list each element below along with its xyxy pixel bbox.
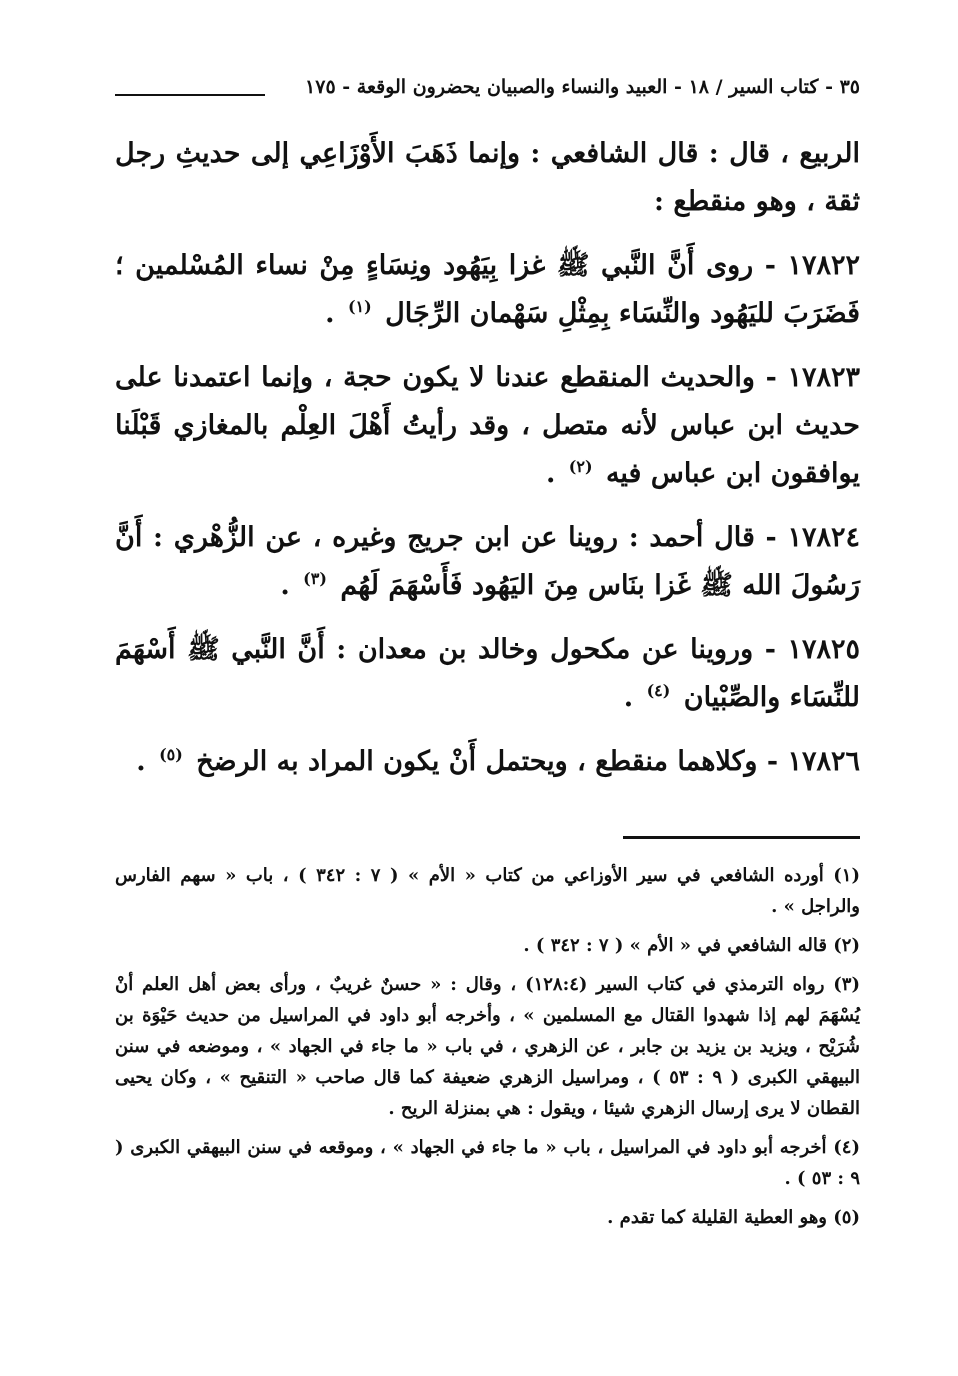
paragraph-text: ١٧٨٢٤ - قال أحمد : روينا عن ابن جريج وغيره ، عن الزُّهْري : أَنَّ رَسُولَ الله ﷺ غَزا بنَاس مِنَ اليَهُود فَأَسْهَمَ لَهُم (115, 522, 860, 601)
paragraph-end: . (280, 570, 290, 601)
footnote: (٢) قاله الشافعي في « الأم » ( ٧ : ٣٤٢ ) . (523, 935, 860, 956)
running-header (115, 70, 860, 110)
footnote-ref: (٥) (159, 745, 183, 764)
footnote-ref: (٣) (303, 569, 327, 588)
paragraph-end: . (325, 298, 335, 329)
paragraph-text: ١٧٨٢٣ - والحديث المنقطع عندنا لا يكون حجة ، وإنما اعتمدنا على حديث ابن عباس لأنه متصل ، وقد رأيتُ أَهْلَ العِلْم بالمغازي قَبْلَنا يوافقون ابن عباس فيه (115, 362, 860, 489)
footnotes (115, 860, 860, 1241)
footnote-separator (623, 836, 860, 839)
footnote: (١) أورده الشافعي في سير الأوزاعي من كتاب « الأم » ( ٧ : ٣٤٢ ) ، باب « سهم الفارس والراجل » . (115, 865, 860, 917)
paragraph-text: ١٧٨٢٥ - وروينا عن مكحول وخالد بن معدان : أَنَّ النَّبي ﷺ أَسْهَمَ للنِّسَاء والصِّبْيان (115, 634, 860, 713)
footnote-ref: (٤) (646, 681, 671, 700)
footnote: (٣) رواه الترمذي في كتاب السير (١٢٨:٤) ، وقال : « حسنٌ غريبٌ ، ورأى بعض أهل العلم أنْ يُسْهَمَ لهم إذا شهدوا القتال مع المسلمين » ، وأخرجه أبو داود في المراسيل من حديث حَيْوَة بن شُرَيْح ، ويزيد بن يزيد بن جابر ، عن الزهري ، في باب « ما جاء في الجهاد » ، وموضعه في سنن البيهقي الكبرى ( ٩ : ٥٣ ) ، ومراسيل الزهري ضعيفة كما قال صاحب « التنقيح » ، وكان يحيى القطان لا يرى إرسال الزهري شيئا ، ويقول : هي بمنزلة الريح . (115, 974, 860, 1119)
paragraph-end: . (545, 458, 556, 489)
footnote: (٤) أخرجه أبو داود في المراسيل ، باب « ما جاء في الجهاد » ، وموقعه في سنن البيهقي الكبرى ( ٩ : ٥٣ ) . (115, 1137, 860, 1189)
footnote-ref: (١) (347, 297, 372, 316)
footnote-ref: (٢) (568, 457, 593, 476)
paragraph-end: . (623, 682, 634, 713)
footnote: (٥) وهو العطية القليلة كما تقدم . (607, 1207, 860, 1228)
main-text (115, 130, 860, 802)
hadith-paragraph (115, 242, 860, 338)
hadith-paragraph (115, 626, 860, 722)
hadith-paragraph (115, 354, 860, 498)
paragraph-text: ١٧٨٢٦ - وكلاهما منقطع ، ويحتمل أَنْ يكون المراد به الرضخ (196, 746, 860, 777)
paragraph-text: ١٧٨٢٢ - روى أَنَّ النَّبي ﷺ غزا بِيَهُود ونِسَاءٍ مِنْ نساء المُسْلمين ؛ فَضَرَبَ لليَهُود والنِّسَاء بِمِثْلِ سَهْمان الرِّجَال (115, 250, 860, 329)
paragraph-end: . (136, 746, 146, 777)
intro-paragraph: الربيع ، قال : قال الشافعي : وإنما ذَهَبَ الأَوْزَاعِي إلى حديثِ رجل ثقة ، وهو منقطع : (115, 138, 860, 217)
hadith-paragraph (115, 738, 860, 786)
header-rule (115, 94, 265, 96)
hadith-paragraph (115, 514, 860, 610)
header-title: ٣٥ - كتاب السير / ١٨ - العبيد والنساء والصبيان يحضرون الوقعة - ١٧٥ (305, 76, 860, 98)
